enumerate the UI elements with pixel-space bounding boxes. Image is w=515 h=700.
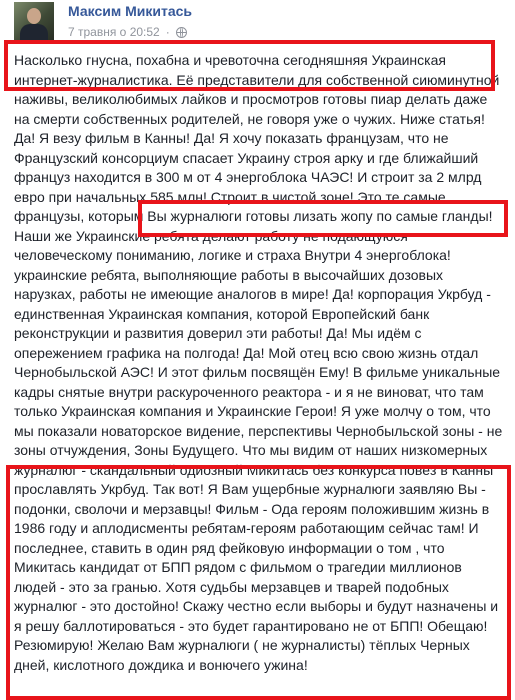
author-name-link[interactable]: Максим Микитась [68, 3, 192, 19]
post-body [14, 51, 506, 675]
avatar[interactable] [14, 2, 54, 42]
post-paragraph-2: Наши же Украинские ребята делают работу не подающуюся человеческому пониманию, логике и страха Внутри 4 энергоблока! украинские ребята, выполняющие работы в высочайших дозовых нарузках, работы не имеющие аналогов в мире! Да! корпорация Укрбуд - единственная Украинская компания, которой Европейский банк реконструкции и развития доверил эти работы! Да! Мы идём с опережением графика на полгода! Да! Мой отец всю свою жизнь отдал Чернобыльской АЭС! И этот фильм посвящён Ему! В фильме уникальные кадры снятые внутри раскуроченного реактора - и я не виноват, что там только Украинская компания и Украинские Герои! Я уже молчу о том, что мы показали новаторское видение, перспективы Чернобыльской зоны - не зоны отчуждения, Зоны Будущего. Что мы видим от наших низкомерных журналюг - скандальный одиозный Микитась без конкурса повёз в Канны прославлять Укрбуд. Так вот! Я Вам ущербные журналюги заявляю Вы - подонки, сволочи и мерзавцы! Фильм - Ода героям положившим жизнь в 1986 году и аплодисменты ребятам-героям работающим сейчас там! И последнее, ставить в один ряд фейковую информации о том , что Микитась кандидат от БПП рядом с фильмом о трагедии миллионов людей - это за гранью. Хотя судьбы мерзавцев и тварей подобных журналюг - это достойно! Скажу честно если выборы и будут назначены и я решу баллотироваться - это будет гарантировано не от БПП! Обещаю! Резюмирую! Желаю Вам журналюги ( не журналисты) тёплых Черных дней, кислотного дождика и вонючего ужина! [14, 227, 503, 673]
post-paragraph-1: Насколько гнусна, похабна и чревоточна сегодняшняя Украинская интернет-журналистика. Её представители для собственной сиюминутной наживы, великолюбимых лайков и просмотров готовы пиар делать даже на смерти собственных родителей, не говоря уже о чужих. Ниже статья! Да! Я везу фильм в Канны! Да! Я хочу показать французам, что не Французский консорциум спасает Украину строя арку и где ближайший француз находится в 300 м от 4 энергоблока ЧАЭС! И строит за 2 млрд евро при начальных 585 млн! Строит в чистой зоне! Это те самые французы, которым Вы журналюги готовы лизать жопу по самые гланды! [14, 52, 500, 224]
globe-icon[interactable] [176, 27, 187, 38]
post-meta [68, 25, 187, 39]
avatar-head [27, 8, 41, 24]
post-timestamp-link[interactable]: 7 травня о 20:52 [68, 25, 160, 39]
avatar-body [20, 24, 48, 42]
meta-separator: · [165, 25, 170, 39]
post-header [0, 0, 515, 46]
